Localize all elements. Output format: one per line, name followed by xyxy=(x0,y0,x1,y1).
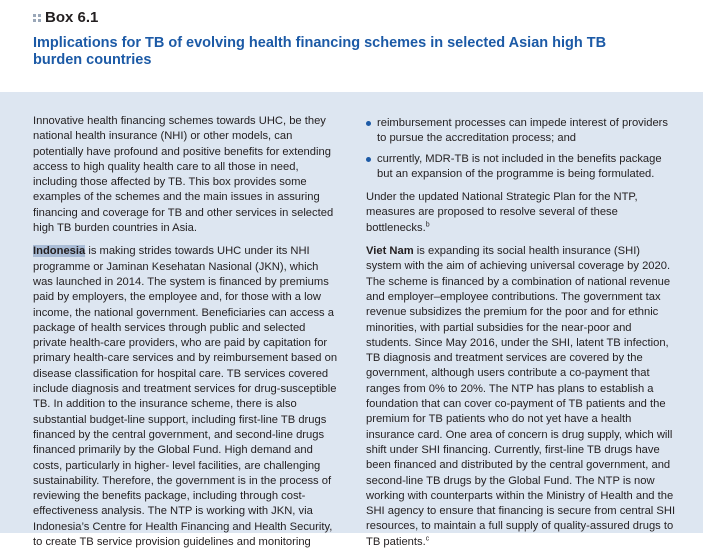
box-label xyxy=(33,9,98,26)
strategic-plan-paragraph: Under the updated National Strategic Plan for the NTP, measures are proposed to resolve several of these bottlenecks.$^b$ xyxy=(366,191,638,234)
left-column xyxy=(33,114,338,558)
vietnam-paragraph xyxy=(366,244,678,550)
indonesia-text: is making strides towards UHC under its NHI programme or Jaminan Kesehatan Nasional (JKN), which was launched in 2014. The system is financed by premiums paid by employers, the employee and, for those with a low income, the national government. Beneficiaries can access a package of health services through public and selected private health-care providers, who are paid by capitation for primary health-care services and by reimbursement based on disease classification for hospital care. TB services covered include diagnosis and treatment services for drug-susceptible TB. In addition to the insurance scheme, there is also substantial budget-line support, including first-line TB drugs financed by the central government, and second-line drugs financed primarily by the Global Fund. High demand and costs, particularly in higher- level facilities, are challenging sustainability. Therefore, the government is in the process of reviewing the benefits package, including through cost-effectiveness analysis. The NTP is working with JKN, via Indonesia’s Centre for Health Financing and Health Security, to create TB service provision guidelines and monitoring xyxy=(33,245,338,549)
intro-paragraph: Innovative health financing schemes towards UHC, be they national health insurance (NHI) or other models, can potentially have profound and positive benefits for extending access to high quality health care to all those in need, including those affected by TB. This box provides some examples of the schemes and the main issues in assuring financing and coverage for TB and other services in selected high TB burden countries in Asia. xyxy=(33,115,334,235)
footnote-ref-c: c xyxy=(425,534,430,542)
indonesia-heading: Indonesia xyxy=(33,245,86,258)
vietnam-heading: Viet Nam xyxy=(366,245,414,258)
bullet-list xyxy=(366,116,678,182)
bullet-icon xyxy=(366,157,371,162)
grid-dots-icon xyxy=(33,14,41,22)
indonesia-paragraph xyxy=(33,244,338,550)
list-item: reimbursement processes can impede interest of providers to pursue the accreditation process; and xyxy=(366,116,678,147)
footnote-ref-b: b xyxy=(425,221,430,229)
box-panel xyxy=(0,92,703,549)
box-title: Implications for TB of evolving health financing schemes in selected Asian high TB burden countries xyxy=(33,35,607,68)
bullet-icon xyxy=(366,121,371,126)
list-item: currently, MDR-TB is not included in the benefits package but an expansion of the programme is being formulated. xyxy=(366,152,678,183)
box-number: Box 6.1 xyxy=(45,9,99,26)
vietnam-text: is expanding its social health insurance (SHI) system with the aim of achieving universal coverage by 2020. The scheme is financed by a combination of national revenue and employer–employee contributions. The government tax revenue subsidizes the premium for the poor and for ethnic minorities, with partial subsidies for the near-poor and students. Since May 2016, under the SHI, latent TB infection, TB diagnosis and treatment services are covered by the government, although users contribute a co-payment that ranges from 0% to 20%. The NTP has plans to establish a foundation that can cover co-payment of TB patients and the premium for TB patients who do not yet have a health insurance card. One area of concern is drug supply, which will shift under SHI financing. Currently, first-line TB drugs have been financed and distributed by the central government, and second-line TB drugs by the Global Fund. The NTP is now working with counterparts within the Ministry of Health and the SHI agency to ensure that financing is secure from central SHI resources, to maintain a full supply of quality-assured drugs to TB patients. xyxy=(366,245,676,548)
right-column xyxy=(366,116,678,558)
box-header xyxy=(0,0,703,80)
